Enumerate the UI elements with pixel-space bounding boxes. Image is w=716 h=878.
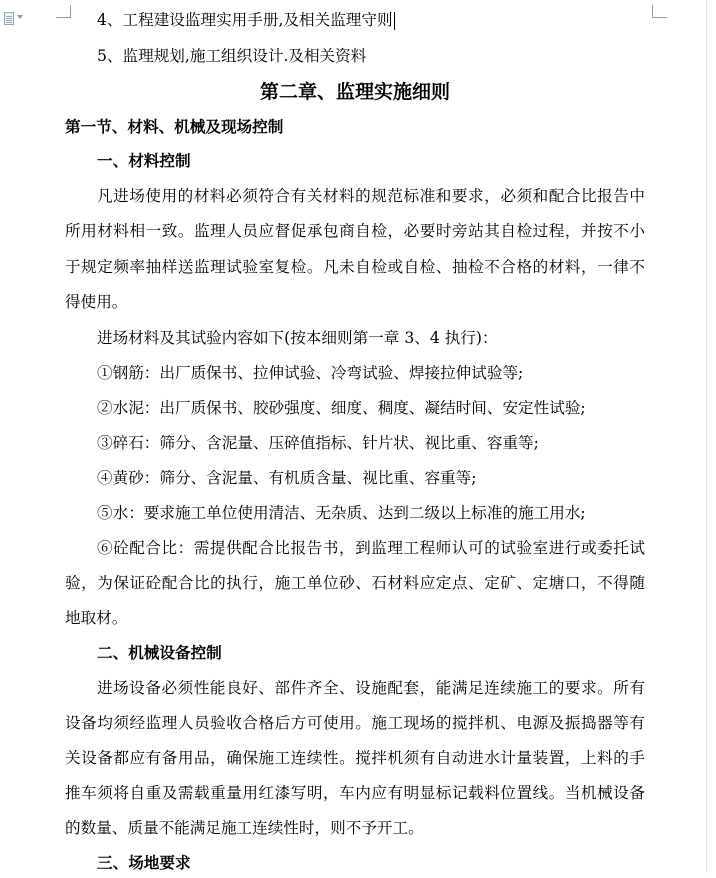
paragraph-line: 得使用。: [65, 293, 128, 311]
paragraph-line: 设备均须经监理人员验收合格后方可使用。施工现场的搅拌机、电源及振捣器等有: [65, 714, 645, 732]
list-item: ②水泥：出厂质保书、胶砂强度、细度、稠度、凝结时间、安定性试验;: [97, 399, 586, 417]
paragraph-line: 地取材。: [65, 609, 128, 627]
paragraph-line: 推车须将自重及需载重量用红漆写明，车内应有明显标记载料位置线。当机械设备: [65, 784, 645, 802]
paragraph-line: 凡进场使用的材料必须符合有关材料的规范标准和要求，必须和配合比报告中: [97, 187, 645, 205]
heading-material-control: 一、材料控制: [97, 151, 191, 170]
text-cursor: [394, 12, 395, 30]
list-item: ①钢筋：出厂质保书、拉伸试验、冷弯试验、焊接拉伸试验等;: [97, 364, 524, 382]
paragraph-line: 的数量、质量不能满足施工连续性时，则不予开工。: [65, 819, 424, 837]
paragraph-line: 于规定频率抽样送监理试验室复检。凡未自检或自检、抽检不合格的材料，一律不: [65, 258, 645, 276]
list-item: ⑤水：要求施工单位使用清洁、无杂质、达到二级以上标准的施工用水;: [97, 504, 586, 522]
paragraph-line: 进场设备必须性能良好、部件齐全、设施配套，能满足连续施工的要求。所有: [97, 679, 645, 697]
paragraph-line: 关设备都应有备用品，确保施工连续性。搅拌机须有自动进水计量装置，上料的手: [65, 749, 645, 767]
paragraph-line: 验，为保证砼配合比的执行，施工单位砂、石材料应定点、定矿、定塘口，不得随: [65, 574, 645, 592]
chevron-down-icon[interactable]: [17, 15, 23, 19]
list-item: ③碎石：筛分、含泥量、压碎值指标、针片状、视比重、容重等;: [97, 434, 539, 452]
page-corner-mark-left: [56, 5, 71, 18]
page-corner-mark-right: [652, 5, 667, 18]
heading-equipment-control: 二、机械设备控制: [97, 643, 222, 662]
paragraph-line: 所用材料相一致。监理人员应督促承包商自检，必要时旁站其自检过程，并按不小: [65, 222, 645, 240]
materials-intro: 进场材料及其试验内容如下(按本细则第一章 3、4 执行)：: [97, 329, 498, 347]
reference-item-4: 4、工程建设监理实用手册,及相关监理守则: [97, 11, 393, 29]
document-icon[interactable]: [4, 12, 14, 25]
heading-site-requirements: 三、场地要求: [97, 853, 191, 872]
page-edge: [706, 0, 707, 873]
list-item: ④黄砂：筛分、含泥量、有机质含量、视比重、容重等;: [97, 469, 477, 487]
list-item: ⑥砼配合比：需提供配合比报告书，到监理工程师认可的试验室进行或委托试: [97, 539, 645, 557]
section-title: 第一节、材料、机械及现场控制: [65, 117, 284, 136]
chapter-title: 第二章、监理实施细则: [259, 81, 450, 103]
reference-item-5: 5、监理规划,施工组织设计.及相关资料: [97, 47, 367, 65]
